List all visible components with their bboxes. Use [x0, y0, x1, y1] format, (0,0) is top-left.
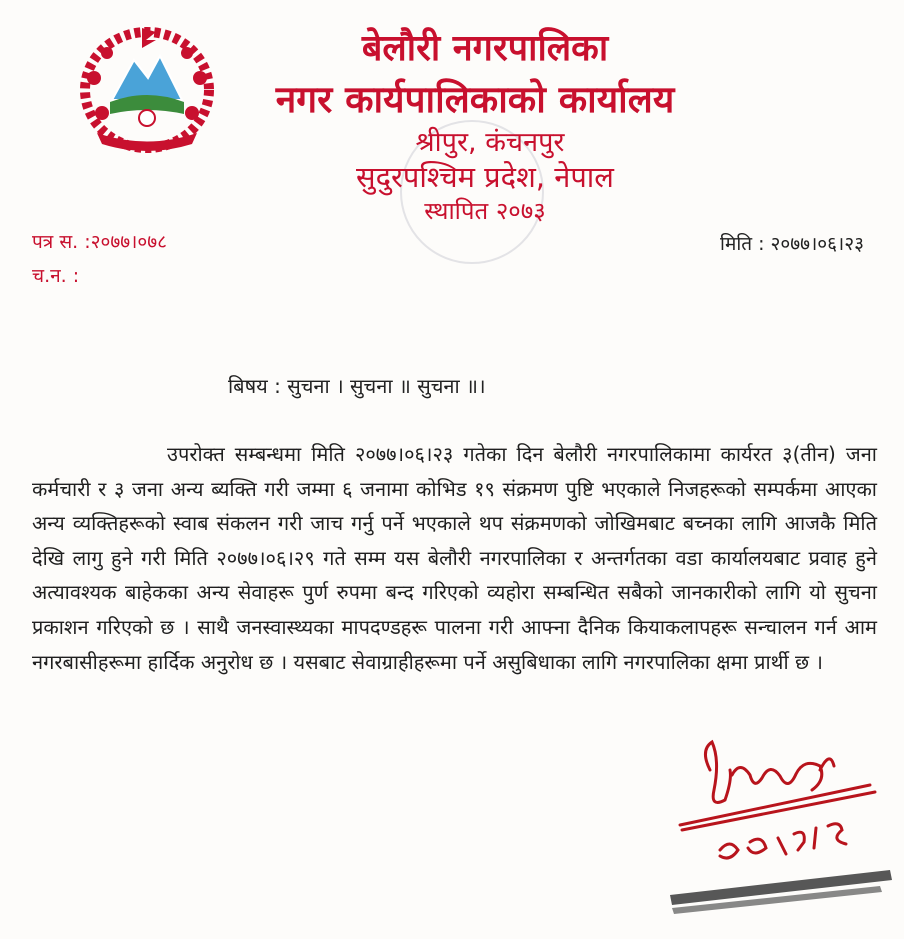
subject-line: बिषय : सुचना । सुचना ॥ सुचना ॥। [228, 374, 486, 398]
reference-number: पत्र स. :२०७७।०७८ [32, 231, 168, 253]
letter-date: मिति : २०७७।०६।२३ [720, 233, 864, 255]
notice-body: उपरोक्त सम्बन्धमा मिति २०७७।०६।२३ गतेका दिन बेलौरी नगरपालिकामा कार्यरत ३(तीन) जना कर्मचारी र ३ जना अन्य ब्यक्ति गरी जम्मा ६ जनामा कोभिड १९ संक्रमण पुष्टि भएकाले निजहरूको सम्पर्कमा आएका अन्य व्यक्तिहरूको स्वाब संकलन गरी जाच गर्नु पर्ने भएकाले थप संक्रमणको जोखिमबाट बच्नका लागि आजकै मिति देखि लागु हुने गरी मिति २०७७।०६।२९ गते सम्म यस बेलौरी नगरपालिका र अन्तर्गतका वडा कार्यालयबाट प्रवाह हुने अत्यावश्यक बाहेकका अन्य सेवाहरू पुर्ण रुपमा बन्द गरिएको व्यहोरा सम्बन्धित सबैको जानकारीको लागि यो सुचना प्रकाशन गरिएको छ । साथै जनस्वास्थ्यका मापदण्डहरू पालना गरी आफ्ना दैनिक कियाकलापहरू सन्चालन गर्न आम नगरबासीहरूमा हार्दिक अनुरोध छ । यसबाट सेवाग्राहीहरूमा पर्ने असुबिधाका लागि नगरपालिका क्षमा प्रार्थी छ । [32, 442, 877, 674]
dispatch-number: च.न. : [32, 265, 80, 287]
municipality-name: बेलौरी नगरपालिका [361, 28, 609, 69]
nepal-emblem-icon [72, 18, 222, 158]
signature-stamp [670, 730, 900, 930]
established-year: स्थापित २०७३ [424, 197, 546, 225]
province-name: सुदुरपश्चिम प्रदेश, नेपाल [356, 160, 614, 194]
office-location: श्रीपुर, कंचनपुर [415, 127, 565, 158]
office-name: नगर कार्यपालिकाको कार्यालय [275, 78, 675, 121]
